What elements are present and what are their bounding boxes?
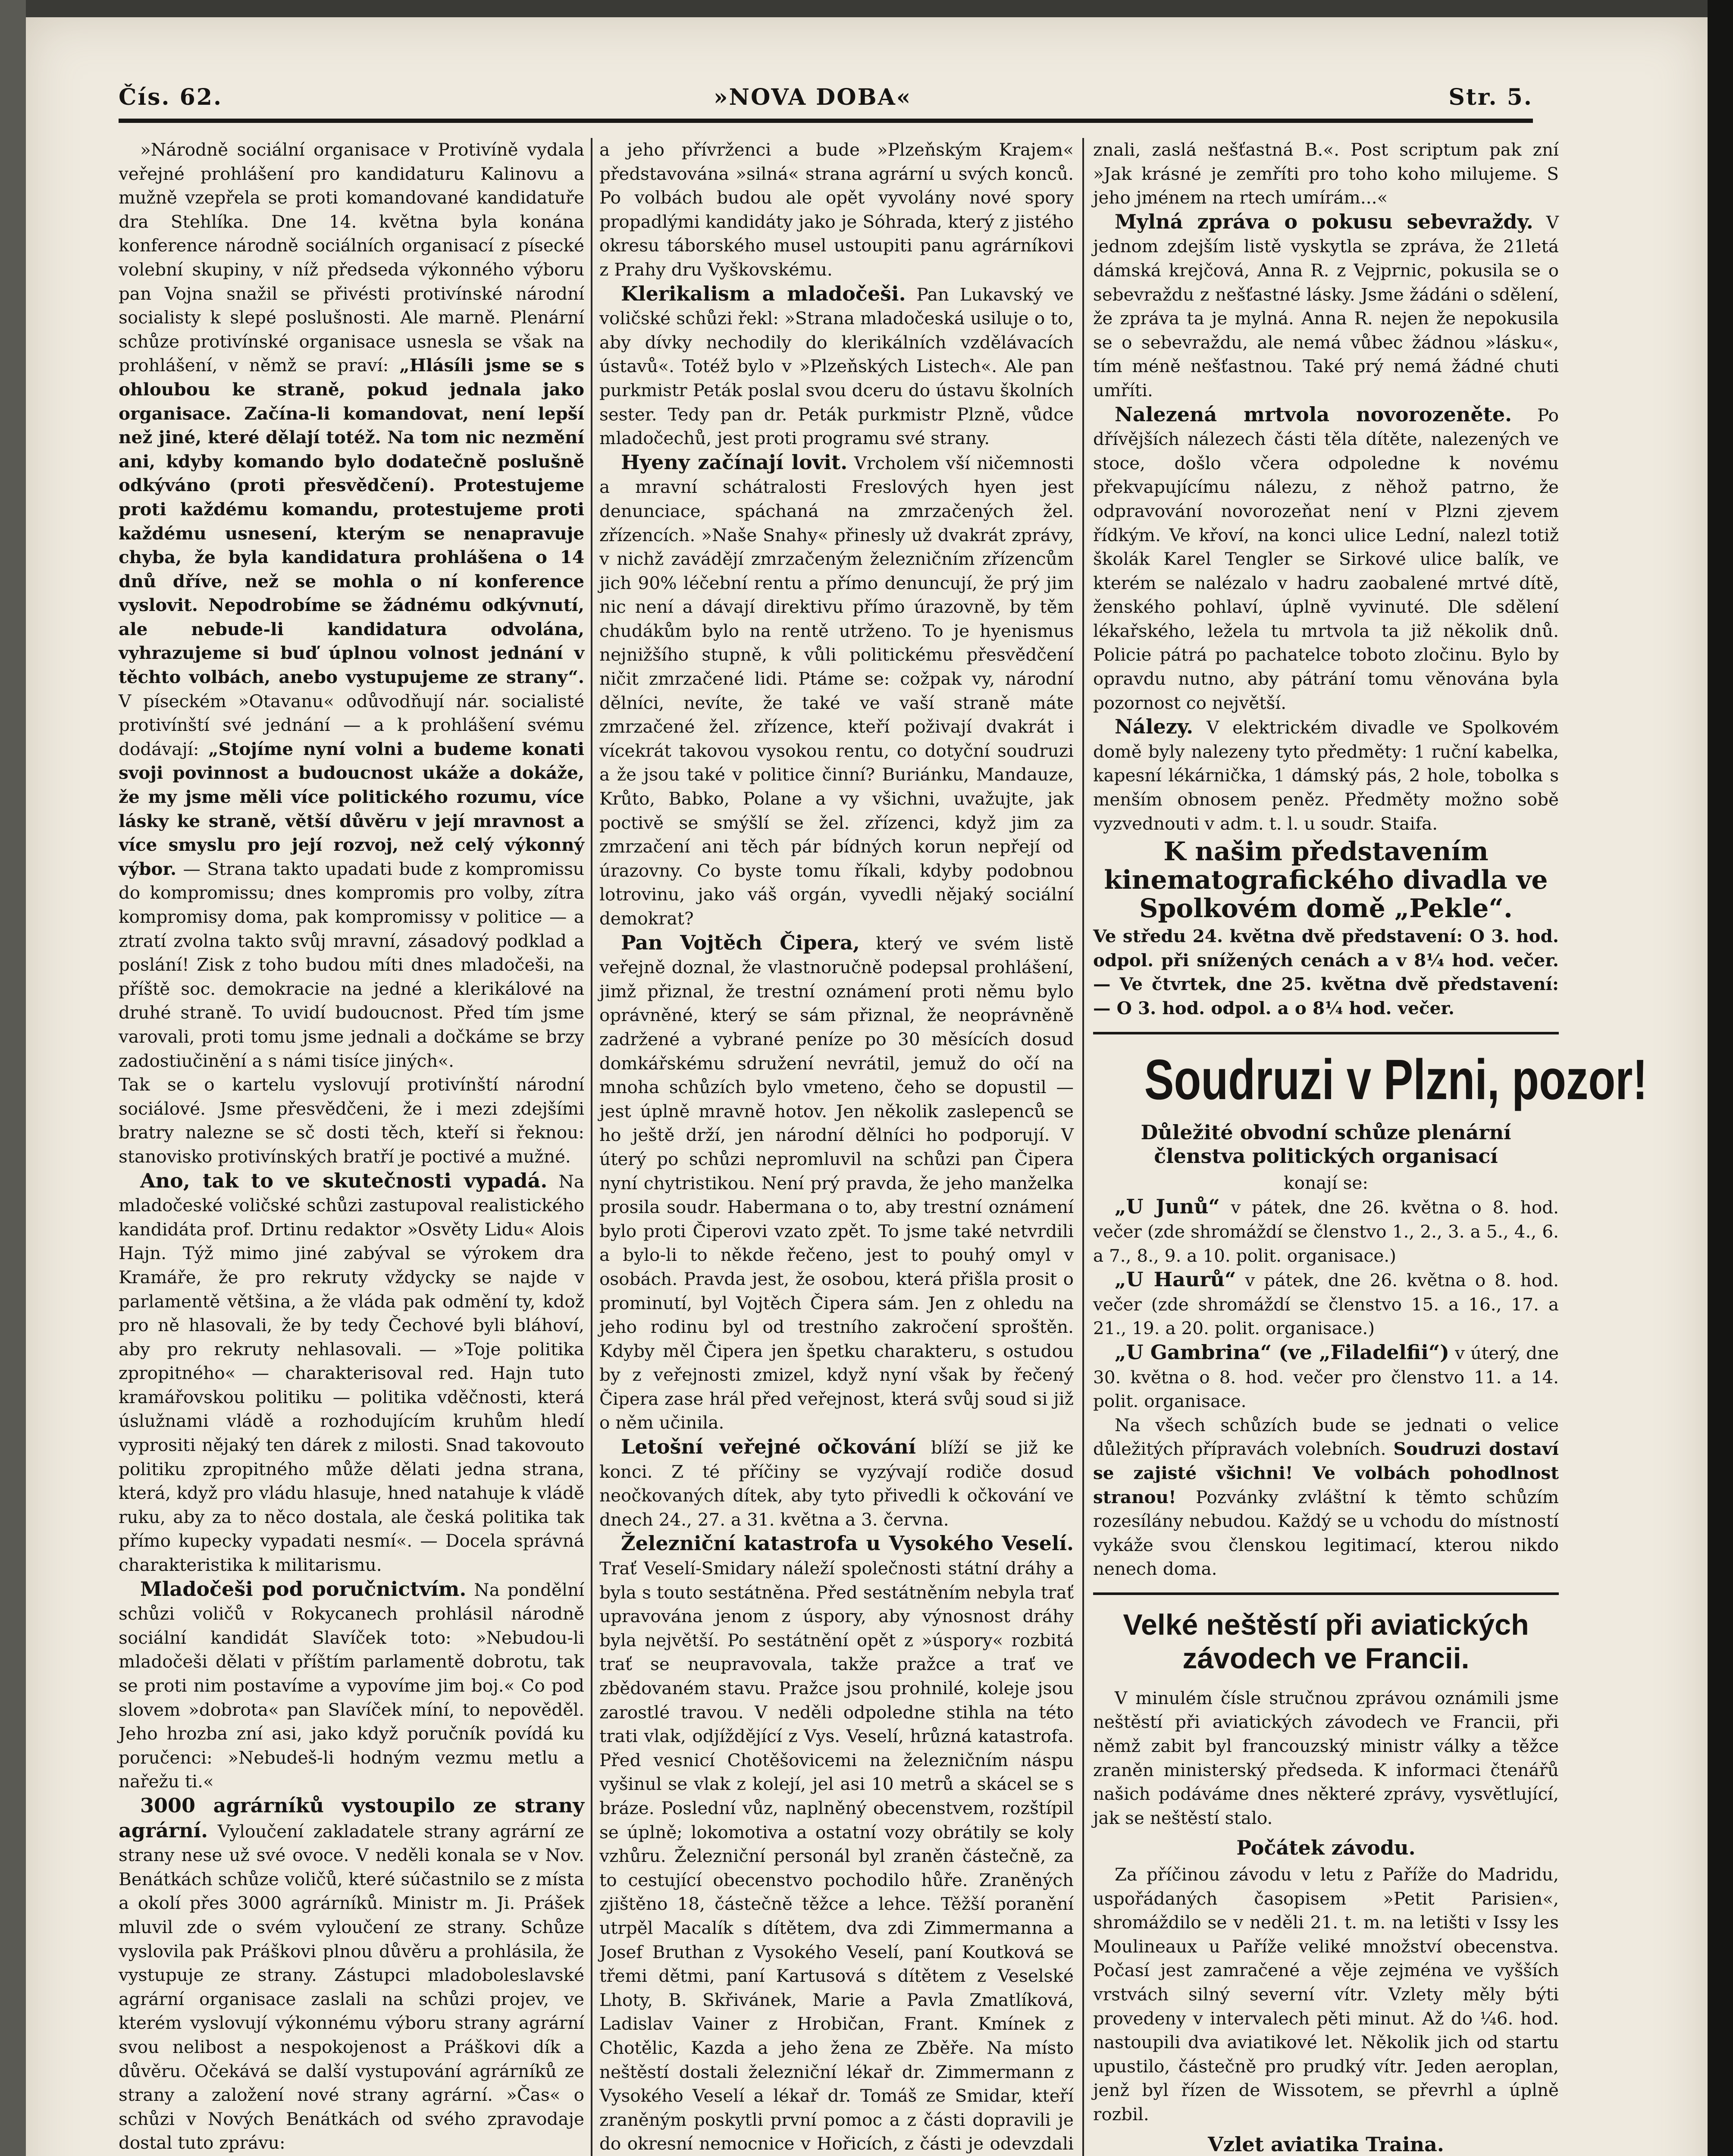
cinema-announcement-heading: K našim představením kinematografického divadla ve Spolkovém domě „Pekle“. (1104, 837, 1548, 924)
article-headline: Nalezená mrtvola novorozeněte. (1115, 402, 1512, 426)
column-2 (599, 138, 1074, 2156)
meeting-item (1093, 1195, 1559, 1268)
article-paragraph: a jeho přívrženci a bude »Plzeňským Krajem« představována »silná« strana agrární u svých konců. Po volbách budou ale opět vyvolány nové spory propadlými kandidáty jako je Sóhrada, který z jistého okresu táborského musel ustoupiti panu agrárníkovi z Prahy dru Vyškovskému. (599, 139, 1074, 280)
article-headline: Hyeny začínají lovit. (621, 450, 848, 474)
paragraph-text: Trať Veselí-Smidary náleží společnosti státní dráhy a byla s touto sestátněna. Před sestátněním nebyla trať upravována jenom z úspory, aby výnosnost dráhy byla největší. Po sestátnění opět z »úspory« rozbitá trať se neupravovala, takže pražce a trať ve zbědovaném stavu. Pražce jsou prohnilé, koleje jsou zarostlé travou. V neděli odpoledne stihla na této trati vlak, odjíždějící z Vys. Veselí, hrůzná katastrofa. Před vesnicí Chotěšovicemi na železničním náspu vyšinul se vlak z kolejí, jel asi 10 metrů a skácel se s bráze. Poslední vůz, naplněný obecenstvem, rozštípil se úplně; lokomotiva a ostatní vozy obrátily se koly vzhůru. Železniční personál byl zraněn částečně, za to cestující obecenstvo pochodilo hůře. Zraněných zjištěno 18, částečně těžce a lehce. Těžší poranění utrpěl Macalík s dítětem, dva zdi Zimmermanna a Josef Bruthan z Vysokého Veselí, paní Koutková se třemi dětmi, paní Kartusová s dítětem z Veselské Lhoty, B. Skřivánek, Marie a Pavla Zmatlíková, Ladislav Vainer z Hrobičan, Frant. Kmínek z Chotělic, Kazda a jeho žena ze Zběře. Na místo neštěstí dostali železniční lékař dr. Zimmermann z Vysokého Veselí a lékař dr. Tomáš ze Smidar, kteří zraněným poskytli první pomoc a z části dopravili je do okresní nemocnice v Hořicích, z části je odevzdali (599, 1558, 1074, 2154)
meeting-details: v úterý, dne 30. května o 8. hod. večer pro členstvo 11. a 14. polit. organisace. (1093, 1342, 1559, 1412)
column-rule (591, 138, 592, 2156)
meeting-details: v pátek, dne 26. května o 8. hod. večer (zde shromáždí se členstvo 1., 2., 3. a 5., 4., 6. a 7., 8., 9. a 10. polit. organisace.) (1093, 1197, 1559, 1266)
article-paragraph (1093, 403, 1559, 715)
meeting-venue: „U Gambrina“ (ve „Filadelfii“) (1115, 1340, 1450, 1364)
paragraph-text: Pozvánky zvláštní k těmto schůzím rozesílány nebudou. Každý se u vchodu do místností vykáže svou členskou legitimací, kterou nikdo nenech doma. (1093, 1486, 1559, 1579)
article-headline: Nálezy. (1115, 715, 1194, 739)
section-divider (1093, 1032, 1559, 1034)
scan-left-margin (0, 0, 26, 2156)
article-paragraph (599, 1435, 1074, 1532)
meeting-details: v pátek, dne 26. května o 8. hod. večer (zde shromáždí se členstvo 15. a 16., 17. a 21., 19. a 20. polit. organisace.) (1093, 1270, 1559, 1339)
article-paragraph (1093, 210, 1559, 403)
article-subheading: Vzlet aviatika Traina. (1208, 2132, 1444, 2156)
paragraph-text: Vyloučení zakladatele strany agrární ze strany nese už své ovoce. V neděli konala se v Nov. Benátkách schůze voličů, které súčastnilo se z místa a okolí přes 3000 agrárníků. Ministr m. Ji. Prášek mluvil zde o svém vyloučení ze strany. Schůze vyslovila pak Práškovi plnou důvěru a prohlásila, že vystupuje ze strany. Zástupci mladoboleslavské agrární organisace zaslali na schůzi projev, ve kterém vyslovují výkonnému výboru strany agrární svou nelibost a nespokojenost a Práškovi dík a důvěru. Očekává se další vystupování agrárníků ze strany a založení nové strany agrární. »Čas« o schůzi v Nových Benátkách od svého zpravodaje dostal tuto zprávu: (119, 1821, 585, 2153)
article-paragraph: V minulém čísle stručnou zprávou oznámili jsme neštěstí při aviatických závodech ve Francii, při němž zabit byl francouzský ministr války a těžce zraněn ministerský předseda. K informaci čtenářů našich podáváme dnes některé zprávy, vysvětlující, jak se neštěstí stalo. (1093, 1687, 1559, 1828)
meeting-item (1093, 1268, 1559, 1341)
article-headline: Klerikalism a mladočeši. (621, 282, 906, 305)
article-paragraph: Za příčinou závodu v letu z Paříže do Madridu, uspořádaných časopisem »Petit Parisien«, shromáždilo se v neděli 21. t. m. na letišti v Issy les Moulineaux u Paříže veliké množství obecenstva. Počasí jest zamračené a věje zejména ve vyšších vrstvách silný severní vítr. Vzlety měly býti provedeny v intervalech pěti minut. Až do ¼6. hod. nastoupili dva aviatikové let. Několik jich od startu upustilo, částečně pro prudký vítr. Jeden aeroplan, jenž byl řízen de Wissotem, se převrhl a úplně rozbil. (1093, 1864, 1559, 2125)
meeting-notice-lead: konají se: (1284, 1172, 1368, 1193)
article-paragraph (599, 282, 1074, 451)
article-headline: Ano, tak to ve skutečnosti vypadá. (140, 1169, 548, 1192)
column-rule (1082, 138, 1084, 2156)
issue-number: Čís. 62. (119, 84, 223, 110)
paragraph-text: V jednom zdejším listě vyskytla se zpráva, že 21letá dámská krejčová, Anna R. z Vejprnic, pokusila se o sebevraždu z nešťastné lásky. Jsme žádáni o sdělení, že zpráva ta je mylná. Anna R. nejen že nepokusila se o sebevraždu, ale nemá vůbec žádnou »lásku«, tím méně nešťastnou. Také prý nemá žádné chuti umříti. (1093, 212, 1559, 401)
article-paragraph (119, 1169, 584, 1577)
paragraph-text: Po dřívějších nálezech části těla dítěte, nalezených ve stoce, došlo včera odpoledne k novému překvapujícímu nálezu, z něhož patrno, že odpravování novorozeňat není v Plzni zjevem řídkým. Ve křoví, na konci ulice Lední, nalezl totiž školák Karel Tengler se Sirkové ulice balík, ve kterém se nalézalo v hadru zaobalené mrtvé dítě, ženského pohlaví, úplně vyvinuté. Dle sdělení lékařského, ležela tu mrtvola ta již několik dnů. Policie pátrá po pachatelce toboto zločinu. Bylo by opravdu nutno, aby pátrání tomu věnována byla pozornost co největší. (1093, 404, 1559, 713)
scan-right-edge (1708, 0, 1733, 2156)
page-number: Str. 5. (1448, 84, 1533, 110)
article-headline: Mylná zpráva o pokusu sebevraždy. (1115, 210, 1533, 233)
paragraph-text: který ve svém listě veřejně doznal, že vlastnoručně podepsal prohlášení, jimž přiznal, že trestní oznámení proti němu bylo oprávněné, který se sám přiznal, že neoprávněně zadržené a vybrané peníze po 30 měsících dosud domkářskému sdružení nevrátil, jemuž do očí na mnoha schůzích bylo vmeteno, čeho se dopustil — jest úplně mravně hotov. Jen několik zaslepenců se ho ještě drží, jen národní dělníci ho podporují. V úterý po schůzi nepromluvil na schůzi pan Čipera nyní chytristikou. Není prý pravda, že jeho manželka prosila soudr. Habermana o to, aby trestní oznámení bylo proti Čiperovi vzato zpět. To jsme také netvrdili a bylo-li to někde řečeno, jest to pouhý omyl v osobách. Pravda jest, že osobou, která přišla prosit o prominutí, byl Vojtěch Čipera sám. Jen z ohledu na jeho rodinu byl od trestního zakročení sproštěn. Kdyby měl Čipera jen špetku charakteru, s ostudou by z veřejnosti zmizel, když nyní však by řečený Čipera zase hrál před veřejnost, která svůj soud si již o něm učinila. (599, 933, 1074, 1433)
paragraph-text: Na mladočeské voličské schůzi zastupoval realistického kandidáta prof. Drtinu redaktor »Osvěty Lidu« Alois Hajn. Týž mimo jiné zabýval se výrokem dra Kramáře, že pro rekruty vždycky se najde v parlamentě většina, a že vláda pak odmění ty, kdož pro ně hlasovali, že by tedy Čechové byli bláhoví, aby pro rekruty nehlasovali. — »Toje politika zpropitného« — charakterisoval red. Hajn tuto kramářovskou politiku — politika vděčnosti, která úslužnami vládě a rozhodujícím kruhům hledí vyprositi nějaký ten dárek z milosti. Snad takovouto politiku zpropitného může dělati jedna strana, která, když pro vládu hlasuje, hned natahuje k vládě ruku, aby za to něco dostala, ale česká politika tak přímo kupecky vypadati nesmí«. — Docela správná charakteristika k militarismu. (119, 1171, 585, 1576)
paragraph-text: blíží se již ke konci. Z té příčiny se vyzývají rodiče dosud neočkovaných dítek, aby tyto přivedli k očkování ve dnech 24., 27. a 31. května a 3. června. (599, 1437, 1074, 1530)
article-headline: 3000 agrárníků vystoupilo ze strany agrární. (119, 1793, 584, 1842)
aviation-article-headline: Velké neštěstí při aviatických závodech ve Francii. (1123, 1608, 1529, 1675)
meeting-closing (1093, 1413, 1559, 1581)
article-paragraph (599, 931, 1074, 1435)
column-1 (119, 138, 584, 2156)
newspaper-title: »NOVA DOBA« (714, 84, 912, 110)
paragraph-text: Na pondělní schůzi voličů v Rokycanech prohlásil národně sociální kandidát Slavíček toto: »Nebudou-li mladočeši dělati v příštím parlamentě dobrotu, tak se proti nim postavíme a vypovíme jim boj.« Co pod slovem »dobrota« pan Slavíček míní, to nepověděl. Jeho hrozba zní asi, jako když poručník povídá ku poručenci: »Nebudeš-li hodným vezmu metlu a nařežu ti.« (119, 1579, 584, 1792)
article-headline: Pan Vojtěch Čipera, (621, 931, 860, 954)
cinema-schedule: Ve středu 24. května dvě představení: O 3. hod. odpol. při snížených cenách a v 8¼ hod. večer. — Ve čtvrtek, dne 25. května dvě představení: — O 3. hod. odpol. a o 8¼ hod. večer. (1093, 926, 1559, 1018)
paragraph-text: Pan Lukavský ve voličské schůzi řekl: »Strana mladočeská usiluje o to, aby dívky nechodily do klerikálních vzdělávacích ústavů«. Totéž bylo v »Plzeňských Listech«. Ale pan purkmistr Peták poslal svou dceru do ústavu školních sester. Tedy pan dr. Peták purkmistr Plzně, vůdce mladočechů, jest proti programu své strany. (599, 284, 1074, 449)
masthead (119, 84, 1533, 123)
meeting-item (1093, 1341, 1559, 1413)
section-divider (1093, 1592, 1559, 1595)
paragraph-text: — Strana takto upadati bude z kompromissu do kompromissu; dnes kompromis pro volby, zítra kompromisy doma, pak kompromissy v politice — a ztratí zvolna takto svůj mravní, zásadový podklad a poslání! Zisk z toho budou míti dnes mladočeši, na příště soc. demokracie na jedné a klerikálové na druhé straně. To uvidí budoucnost. Před tím jsme varovali, proti tomu jsme jednali a dočkáme se brzy zadostiučinění a s námi tisíce jiných«. (119, 858, 584, 1071)
article-paragraph: Tak se o kartelu vyslovují protivínští národní sociálové. Jsme přesvědčeni, že i mezi zdejšími bratry nalezne se sč dosti těch, kteří si řeknou: stanovisko protivínských bratří je poctivé a mužné. (119, 1074, 584, 1167)
article-headline: Mladočeši pod poručnictvím. (140, 1577, 467, 1601)
article-paragraph (599, 1532, 1074, 2156)
meeting-notice-subheadline: Důležité obvodní schůze plenární členstva politických organisací (1141, 1120, 1511, 1168)
paragraph-text: Na všech schůzích bude se jednati o velice důležitých přípravách volebních. (1093, 1414, 1559, 1460)
paragraph-text: V elektrickém divadle ve Spolkovém domě byly nalezeny tyto předměty: 1 ruční kabelka, kapesní lékárnička, 1 dámský pás, 2 hole, tobolka s menším obnosem peněz. Předměty možno sobě vyzvednouti v adm. t. l. u soudr. Staifa. (1093, 717, 1559, 834)
column-3 (1093, 138, 1648, 2156)
article-subheading: Počátek závodu. (1236, 1836, 1416, 1860)
article-paragraph: znali, zaslá nešťastná B.«. Post scriptum pak zní »Jak krásné je zemříti pro toho koho milujeme. S jeho jménem na rtech umírám...« (1093, 139, 1559, 208)
article-paragraph (119, 1794, 584, 2155)
meeting-venue: „U Junů“ (1115, 1195, 1220, 1219)
paragraph-text: »Národně sociální organisace v Protivíně vydala veřejné prohlášení pro kandidaturu Kalinovu a mužně vzepřela se proti komandované kandidatuře dra Stehlíka. Dne 14. května byla konána konference národně sociálních organisací z písecké volební skupiny, v níž předseda výkonného výboru pan Vojna snažil se přivésti protivínské národní socialisty k slepé poslušnosti. Ale marně. Plenární schůze protivínské organisace usnesla se však na prohlášení, v němž se praví: (119, 139, 584, 376)
article-paragraph (119, 138, 584, 1073)
bold-callout: Soudruzi dostaví se zajisté všichni! Ve volbách pohodlnost stranou! (1093, 1438, 1559, 1507)
article-headline: Letošní veřejné očkování (621, 1435, 916, 1459)
article-paragraph (599, 451, 1074, 931)
article-headline: Železniční katastrofa u Vysokého Veselí. (621, 1532, 1074, 1555)
paragraph-text: V píseckém »Otavanu« odůvodňují nár. socialisté protivínští své jednání — a k prohlášení svému dodávají: (119, 690, 584, 759)
article-paragraph (1093, 715, 1559, 836)
meeting-venue: „U Haurů“ (1115, 1268, 1236, 1291)
meeting-notice-headline: Soudruzi v Plzni, pozor! (1144, 1047, 1648, 1111)
article-paragraph (119, 1577, 584, 1794)
bold-quote: „Stojíme nyní volni a budeme konati svoji povinnost a budoucnost ukáže a dokáže, že my jsme měli více politického rozumu, více lásky ke straně, větší důvěru v její mravnost a více smyslu pro její rozvoj, než celý výkonný výbor. (119, 738, 585, 879)
bold-quote: „Hlásíli jsme se s ohloubou ke straně, pokud jednala jako organisace. Začína-li komandovat, není lepší než jiné, které dělají totéž. Na tom nic nezmění ani, kdyby komando bylo dodatečně poslušně odkýváno (proti přesvědčení). Protestujeme proti každému komandu, protestujeme proti každému usnesení, kterým se nenapravuje chyba, že byla kandidatura prohlášena o 14 dnů dříve, než se mohla o ní konference vyslovit. Nepodrobíme se žádnému odkývnutí, ale nebude-li kandidatura odvolána, vyhrazujeme si buď úplnou volnost jednání v těchto volbách, anebo vystupujeme ze strany“. (119, 355, 585, 688)
paragraph-text: Vrcholem vší ničemnosti a mravní schátralosti Freslových hyen jest denunciace, spáchaná na zmrzačených žel. zřízencích. »Naše Snahy« přinesly už dvakrát zprávy, v nichž zavádějí zmrzačeným železničním zřízencům jich 90% léčební rentu a přímo denuncují, že prý jim nic není a dávají direktivu přímo úrazovně, by těm chudákům bylo na rentě utrženo. To je hyenismus nejnižšího stupně, k vůli politickému přesvědčení ničit zmrzačené lidi. Ptáme se: cožpak vy, národní dělníci, nevíte, že také ve vaší straně máte zmrzačené žel. zřízence, kteří poživají dvakrát i vícekrát takovou vysokou rentu, co dotyční soudruzi a že jsou také v politice činní? Buriánku, Mandauze, Krůto, Babko, Polane a vy všichni, uvažujte, jak poctivě se smýšlí se žel. zřízenci, když jim za zmrzačení ani těch pár bídných korun nepřejí od úrazovny. Co byste tomu říkali, kdyby podobnou lotrovinu, jako váš orgán, vyvedli nějaký sociální demokrat? (599, 452, 1074, 929)
